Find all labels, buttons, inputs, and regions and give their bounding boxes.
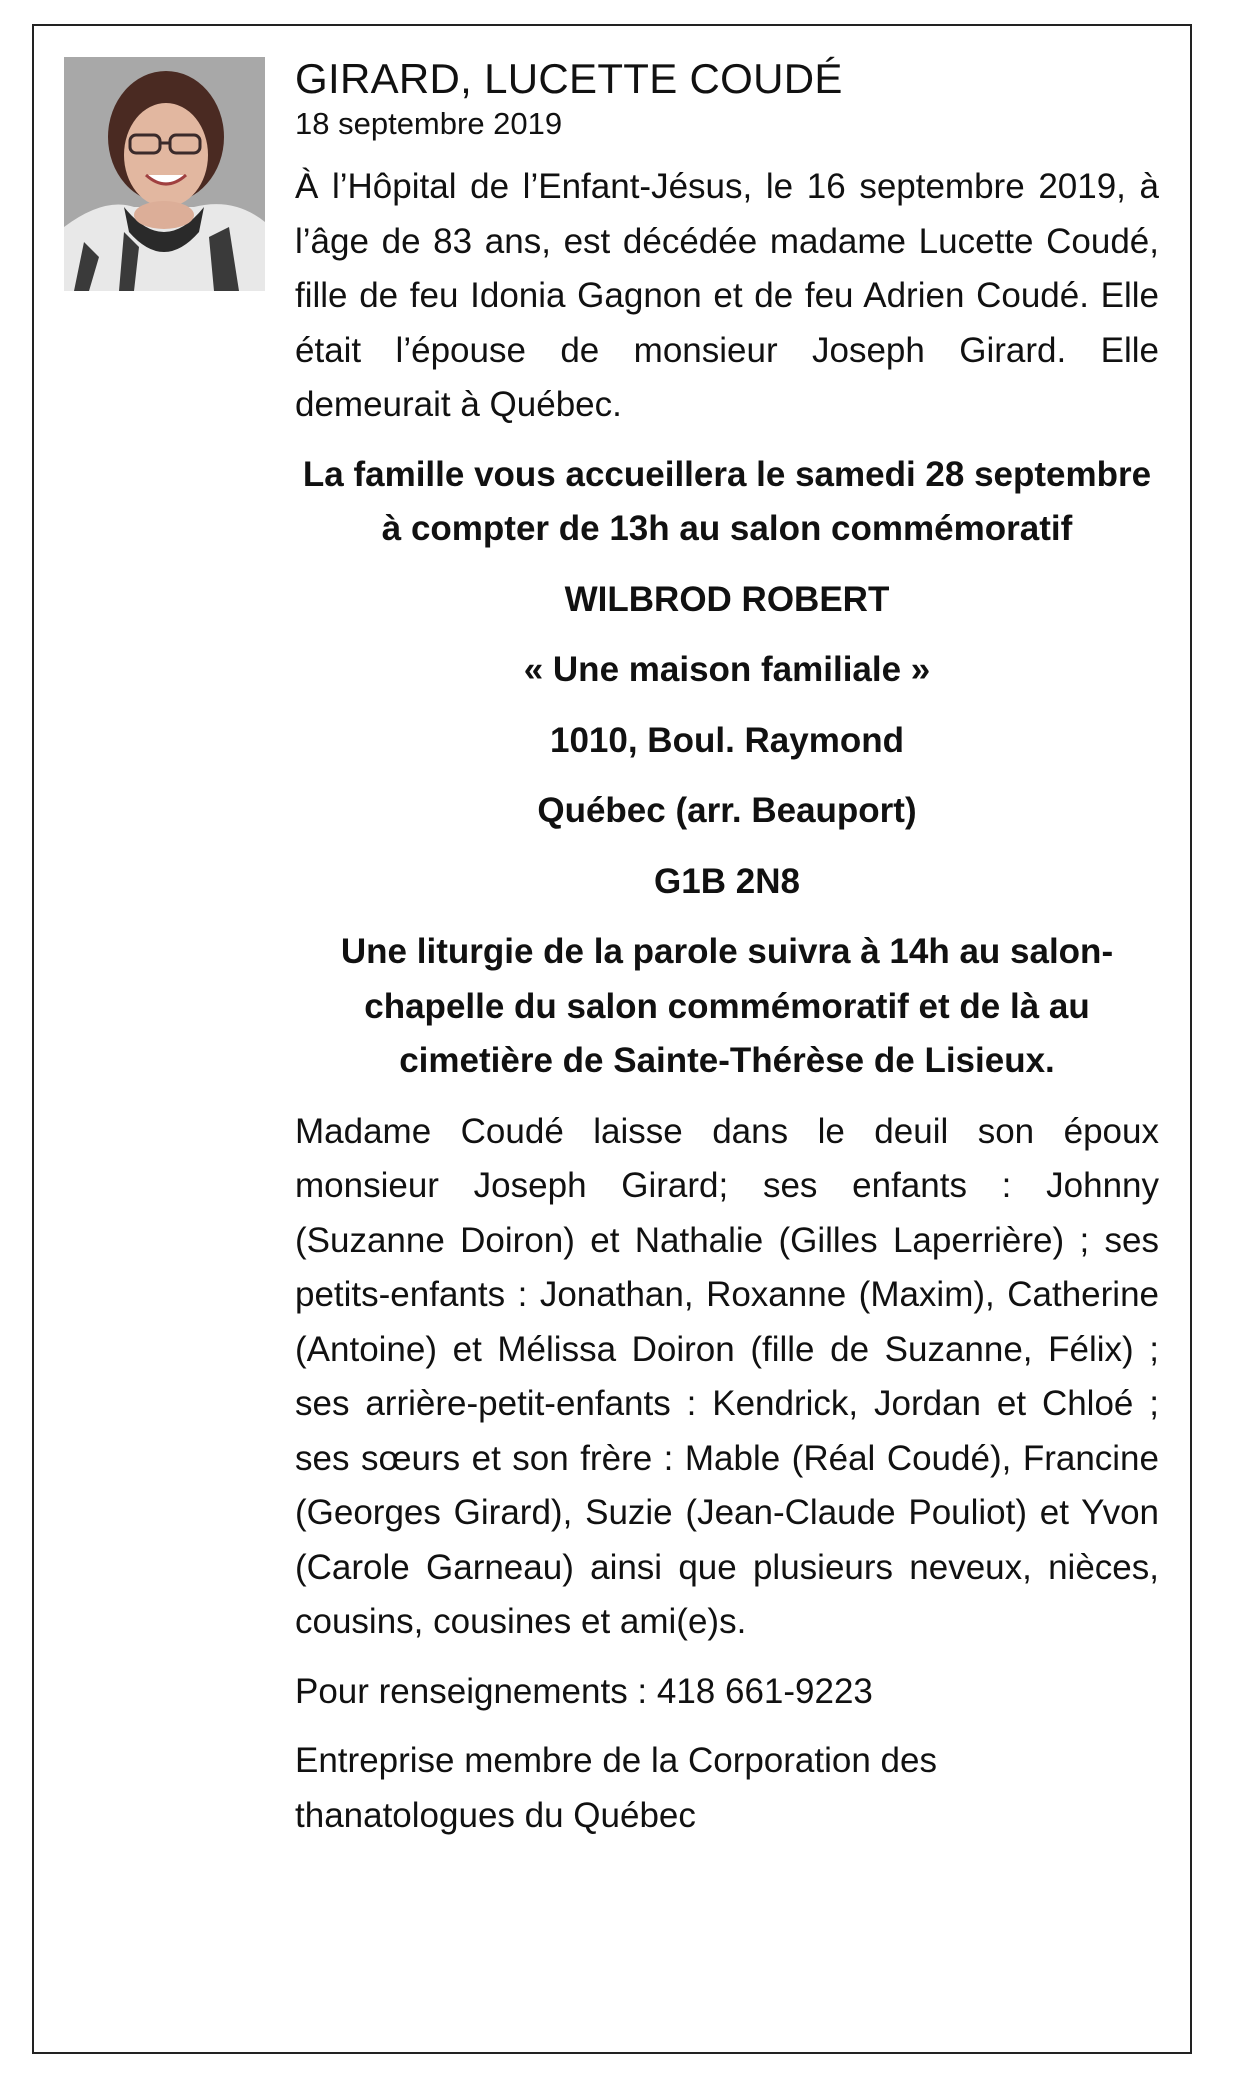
publication-date: 18 septembre 2019 xyxy=(295,106,563,141)
deceased-name: GIRARD, LUCETTE COUDÉ xyxy=(295,55,843,102)
funeral-home-slogan: « Une maison familiale » xyxy=(523,650,931,689)
postal-code: G1B 2N8 xyxy=(654,861,800,901)
membership-notice: Entreprise membre de la Corporation des thanatologues du Québec xyxy=(295,1741,937,1835)
survivors-paragraph: Madame Coudé laisse dans le deuil son époux monsieur Joseph Girard; ses enfants : Johnny (Suzanne Doiron) et Nathalie (Gilles Laperrière) ; ses petits-enfants : Jonathan, Roxanne (Maxim), Catherine (Antoine) et Mélissa Doiron (fille de Suzanne, Félix) ; ses arrière-petit-enfants : Kendrick, Jordan et Chloé ; ses sœurs et son frère : Mable (Réal Coudé), Francine (Georges Girard), Suzie (Jean-Claude Pouliot) et Yvon (Carole Garneau) ainsi que plusieurs neveux, nièces, cousins, cousines et ami(e)s. xyxy=(295,1111,1159,1641)
address-city: Québec (arr. Beauport) xyxy=(537,791,917,830)
intro-paragraph: À l’Hôpital de l’Enfant-Jésus, le 16 septembre 2019, à l’âge de 83 ans, est décédée madame Lucette Coudé, fille de feu Idonia Gagnon et de feu Adrien Coudé. Elle était l’épouse de monsieur Joseph Girard. Elle demeurait à Québec. xyxy=(295,167,1159,424)
visitation-notice: La famille vous accueillera le samedi 28 septembre à compter de 13h au salon commémoratif xyxy=(302,454,1152,548)
portrait-photo xyxy=(64,57,265,291)
obituary-content xyxy=(295,54,1159,1858)
liturgy-notice: Une liturgie de la parole suivra à 14h au salon-chapelle du salon commémoratif et de là au cimetière de Sainte-Thérèse de Lisieux. xyxy=(340,932,1114,1080)
contact-info: Pour renseignements : 418 661-9223 xyxy=(295,1671,873,1711)
funeral-home-name: WILBROD ROBERT xyxy=(564,579,890,619)
address-street: 1010, Boul. Raymond xyxy=(550,720,904,760)
